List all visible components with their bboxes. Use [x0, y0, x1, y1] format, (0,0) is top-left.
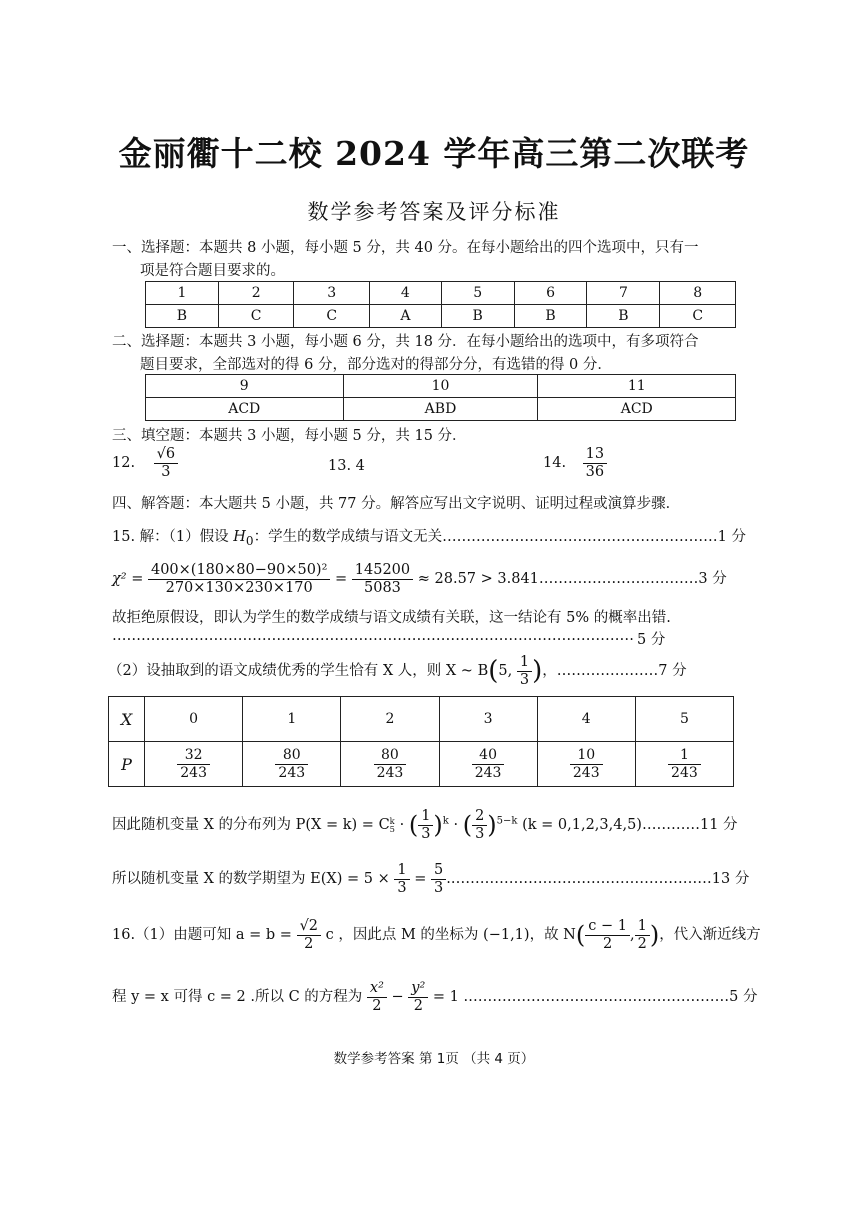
dist-f2-exp: 5−k: [496, 815, 518, 827]
part2-text: （2）设抽取到的语文成绩优秀的学生恰有 X 人，则 X ~ B: [108, 663, 489, 680]
dist-text: 因此随机变量 X 的分布列为 P(X = k) = C: [112, 817, 390, 834]
table-cell: C: [218, 305, 294, 328]
table-cell: 1: [243, 697, 341, 742]
table-cell: B: [441, 305, 514, 328]
distribution-table: [108, 696, 734, 787]
part2-five: 5,: [498, 663, 513, 680]
table-cell: 4: [370, 282, 442, 305]
table-cell: 1: [146, 282, 219, 305]
exp-equals: =: [414, 871, 427, 888]
dist-f2-num: 2: [472, 808, 487, 826]
dist-f1-den: 3: [421, 825, 431, 842]
table-cell: 2: [341, 697, 439, 742]
q16-line1: 16.（1）由题可知 a = b = $\frac{√2}{2}$ c ，因此点 M 的坐标为 (−1,1)，故 N( $\frac{c - 1}{2}$ , $\frac{1}{2}$ )，代入渐近线方: [112, 918, 761, 952]
p-denominator: 243: [180, 764, 207, 781]
answer-q14: [543, 446, 607, 480]
chi-denominator: 270×130×230×170: [165, 579, 313, 596]
answer-q13: 13. 4: [328, 458, 365, 474]
p-denominator: 243: [278, 764, 306, 781]
exp-f2-den: 3: [433, 879, 444, 896]
q16-line2: [112, 980, 757, 1014]
chi-denominator-2: 5083: [364, 579, 401, 596]
x-label: X: [109, 697, 145, 742]
q15-conclusion-dots-row: [112, 628, 722, 644]
part2-paren-open: (: [488, 656, 499, 687]
q15-expectation: [112, 862, 749, 896]
q16-n-fraction-1: [585, 918, 630, 952]
q16-f1-den: 2: [304, 935, 314, 952]
section4-heading: 四、解答题：本大题共 5 小题，共 77 分。解答应写出文字说明、证明过程或演算步骤．: [112, 496, 681, 512]
exp-f2-num: 5: [431, 862, 446, 880]
q14-label: 14.: [543, 455, 567, 472]
table-cell: B: [514, 305, 587, 328]
chi-result: ≈ 28.57 > 3.841: [417, 571, 539, 588]
table-cell: A: [370, 305, 442, 328]
q16-n2-num: 1: [635, 918, 650, 936]
dist-dots: …………: [641, 817, 700, 834]
dist-fraction-1: [418, 808, 433, 842]
exp-dots: .………………………………………………: [446, 871, 712, 888]
chi-numerator: 400×(180×80−90×50)²: [148, 562, 330, 580]
table-cell: C: [660, 305, 736, 328]
q16-n1-den: 2: [602, 935, 613, 952]
p-denominator: 243: [474, 764, 502, 781]
dist-range: (k = 0,1,2,3,4,5): [522, 817, 642, 834]
chi-lhs: χ² =: [112, 571, 144, 588]
section3-heading: 三、填空题：本题共 3 小题，每小题 5 分，共 15 分．: [112, 428, 467, 444]
document-subtitle: 数学参考答案及评分标准: [307, 200, 561, 224]
part2-denominator: 3: [519, 671, 530, 688]
table-cell: [145, 742, 243, 787]
q14-denominator: 36: [585, 463, 605, 480]
q15-hypothesis: [112, 525, 746, 548]
q16-n1-num: c − 1: [585, 918, 630, 936]
part2-score: 7 分: [658, 663, 687, 680]
exp-text: 所以随机变量 X 的数学期望为 E(X) = 5 ×: [112, 871, 390, 888]
p-numerator: 10: [570, 747, 603, 764]
table-row: [109, 742, 734, 787]
part2-fraction: [517, 654, 532, 688]
q16-score: 5 分: [729, 989, 758, 1006]
q16-text-b: c ，因此点 M 的坐标为 (−1,1)，故 N: [325, 927, 576, 944]
dist-f1-num: 1: [418, 808, 433, 826]
table-cell: 3: [439, 697, 537, 742]
q15-distribution: 因此随机变量 X 的分布列为 P(X = k) = C k 5 · ( $\frac{1}{3}$ )$^k$ · ( $\frac{2}{3}$ )$^{5-k}$ (k = 0,1,2,3,4,5)…………11 分: [112, 808, 738, 842]
table-cell: 11: [538, 375, 736, 398]
q15-conclusion: 故拒绝原假设，即认为学生的数学成绩与语文成绩有关联，这一结论有 5% 的概率出错.: [112, 610, 671, 626]
exp-f1-num: 1: [394, 862, 409, 880]
q16-text-a: 16.（1）由题可知 a = b =: [112, 927, 292, 944]
p-denominator: 243: [671, 764, 698, 781]
section1-heading: 一、选择题：本题共 8 小题，每小题 5 分，共 40 分。在每小题给出的四个选项中，只有一: [112, 240, 699, 256]
conclusion-dots: ………………………………………………………………………………………………: [112, 628, 634, 644]
table-row: [109, 697, 734, 742]
q12-denominator: 3: [161, 463, 171, 480]
exp-f1-den: 3: [397, 879, 407, 896]
q15-hyp-text: ：学生的数学成绩与语文无关: [253, 529, 443, 545]
q12-label: 12.: [112, 455, 136, 472]
table-cell: 7: [587, 282, 660, 305]
q15-hyp-score: 1 分: [717, 529, 746, 545]
dist-sub: 5: [389, 824, 395, 835]
p-numerator: 40: [472, 747, 505, 764]
q16-x-num: x²: [367, 980, 387, 998]
table-cell: B: [146, 305, 219, 328]
q14-numerator: 13: [583, 446, 607, 464]
answer-q12: [112, 446, 178, 480]
q15-hyp-sub: 0: [245, 533, 254, 548]
dist-f2-den: 3: [475, 825, 485, 842]
page-footer: 数学参考答案 第 1页 （共 4 页）: [333, 1051, 535, 1067]
section2-heading-cont: 题目要求，全部选对的得 6 分，部分选对的得部分分，有选错的得 0 分．: [140, 357, 612, 373]
q15-hyp-var: H: [233, 529, 246, 545]
table-cell: 6: [514, 282, 587, 305]
q12-fraction: [154, 446, 178, 480]
q16-y-den: 2: [413, 997, 423, 1014]
q12-numerator: √6: [154, 446, 178, 464]
q16-y-num: y²: [408, 980, 428, 998]
q16-f1-num: √2: [297, 918, 321, 936]
p-numerator: 80: [275, 747, 308, 764]
section1-answer-table: [145, 281, 736, 328]
table-cell: 2: [218, 282, 294, 305]
table-cell: [537, 742, 635, 787]
p-denominator: 243: [572, 764, 600, 781]
chi-fraction-1: [148, 562, 330, 596]
p-numerator: 80: [374, 747, 407, 764]
q16-text-c: ，代入渐近线方: [659, 927, 761, 944]
document-title: 金丽衢十二校 2024 学年高三第二次联考: [118, 134, 750, 173]
table-cell: 8: [660, 282, 736, 305]
q15-conclusion-score: 5 分: [637, 632, 666, 648]
q16-dots: ………………………………………………: [468, 989, 730, 1006]
table-cell: ABD: [343, 398, 538, 421]
dist-score: 11 分: [699, 817, 738, 834]
table-cell: [635, 742, 733, 787]
table-cell: 3: [294, 282, 370, 305]
q16-n2-den: 2: [637, 935, 647, 952]
p-denominator: 243: [376, 764, 404, 781]
q16-comma: ,: [629, 927, 635, 944]
q15-hyp-dots: …………………………………………………: [442, 529, 718, 545]
section2-heading: 二、选择题：本题共 3 小题，每小题 6 分，共 18 分．在每小题给出的选项中，有多项符合: [112, 334, 699, 350]
chi-score: 3 分: [698, 571, 727, 588]
dist-fraction-2: [472, 808, 487, 842]
dist-sup: k: [389, 815, 395, 826]
q16-line2-text: 程 y = x 可得 c = 2 .所以 C 的方程为: [112, 989, 363, 1006]
table-cell: ACD: [146, 398, 344, 421]
q16-fraction-1: [297, 918, 321, 952]
dist-f1-exp: k: [442, 815, 449, 827]
q16-n-fraction-2: [635, 918, 650, 952]
q16-y-fraction: [408, 980, 428, 1014]
part2-numerator: 1: [517, 654, 532, 672]
table-cell: C: [294, 305, 370, 328]
table-cell: [243, 742, 341, 787]
table-row: [146, 305, 736, 328]
table-cell: 5: [635, 697, 733, 742]
part2-paren-close: ): [532, 656, 543, 687]
table-cell: 10: [343, 375, 538, 398]
dist-dot-1: ·: [399, 817, 405, 834]
exp-fraction-2: [431, 862, 446, 896]
table-cell: [341, 742, 439, 787]
q16-equals-one: = 1 .: [432, 989, 469, 1006]
table-row: [146, 282, 736, 305]
table-cell: 4: [537, 697, 635, 742]
q15-part2: [108, 654, 687, 688]
table-cell: ACD: [538, 398, 736, 421]
exp-fraction-1: [394, 862, 409, 896]
table-cell: 9: [146, 375, 344, 398]
table-cell: B: [587, 305, 660, 328]
table-cell: 5: [441, 282, 514, 305]
chi-fraction-2: [352, 562, 413, 596]
chi-equals: =: [335, 571, 348, 588]
chi-numerator-2: 145200: [352, 562, 413, 580]
part2-dots: ，…………………: [542, 663, 659, 680]
q16-x-den: 2: [372, 997, 382, 1014]
p-numerator: 1: [668, 747, 701, 764]
exp-score: 13 分: [711, 871, 750, 888]
q16-minus: −: [391, 989, 404, 1006]
p-label: P: [109, 742, 145, 787]
table-cell: 0: [145, 697, 243, 742]
p-numerator: 32: [177, 747, 210, 764]
table-row: [146, 398, 736, 421]
section2-answer-table: [145, 374, 736, 421]
table-row: [146, 375, 736, 398]
q14-fraction: [583, 446, 607, 480]
q15-chi-square: [112, 562, 727, 596]
q16-x-fraction: [367, 980, 387, 1014]
chi-dots: ……………………………: [538, 571, 699, 588]
section1-heading-cont: 项是符合题目要求的。: [140, 263, 285, 279]
table-cell: [439, 742, 537, 787]
q15-hyp-prefix: 15. 解：（1）假设: [112, 529, 234, 545]
